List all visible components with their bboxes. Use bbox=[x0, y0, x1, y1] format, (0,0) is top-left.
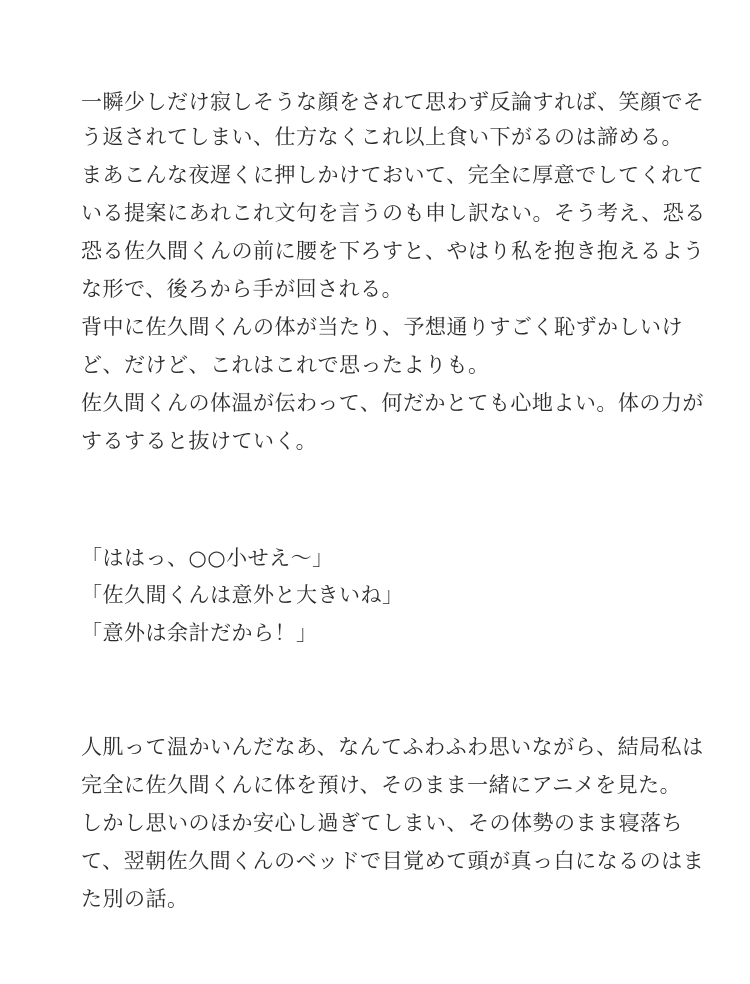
text-line: な形で、後ろから手が回される。 bbox=[81, 277, 404, 301]
dialogue-line: 「意外は余計だから！」 bbox=[81, 621, 318, 645]
text-line: ど、だけど、これはこれで思ったよりも。 bbox=[81, 353, 490, 377]
text-line: 恐る佐久間くんの前に腰を下ろすと、やはり私を抱き抱えるよう bbox=[81, 239, 705, 263]
dialogue-line: 「佐久間くんは意外と大きいね」 bbox=[81, 583, 404, 607]
dialogue-line: 「ははっ、○○小せえ〜」 bbox=[81, 546, 334, 570]
text-line: しかし思いのほか安心し過ぎてしまい、その体勢のまま寝落ち bbox=[81, 811, 683, 835]
text-line: するすると抜けていく。 bbox=[81, 429, 318, 453]
text-line: う返されてしまい、仕方なくこれ以上食い下がるのは諦める。 bbox=[81, 125, 683, 149]
text-line: て、翌朝佐久間くんのベッドで目覚めて頭が真っ白になるのはま bbox=[81, 849, 705, 873]
text-line: まあこんな夜遅くに押しかけておいて、完全に厚意でしてくれて bbox=[81, 163, 705, 187]
text-line: 一瞬少しだけ寂しそうな顔をされて思わず反論すれば、笑顔でそ bbox=[81, 90, 705, 114]
text-line: た別の話。 bbox=[81, 887, 189, 911]
text-line: 背中に佐久間くんの体が当たり、予想通りすごく恥ずかしいけ bbox=[81, 315, 683, 339]
text-line: 完全に佐久間くんに体を預け、そのまま一緒にアニメを見た。 bbox=[81, 773, 682, 797]
text-line: いる提案にあれこれ文句を言うのも申し訳ない。そう考え、恐る bbox=[81, 201, 706, 225]
text-line: 佐久間くんの体温が伝わって、何だかとても心地よい。体の力が bbox=[81, 391, 704, 415]
text-line: 人肌って温かいんだなあ、なんてふわふわ思いながら、結局私は bbox=[81, 735, 704, 759]
